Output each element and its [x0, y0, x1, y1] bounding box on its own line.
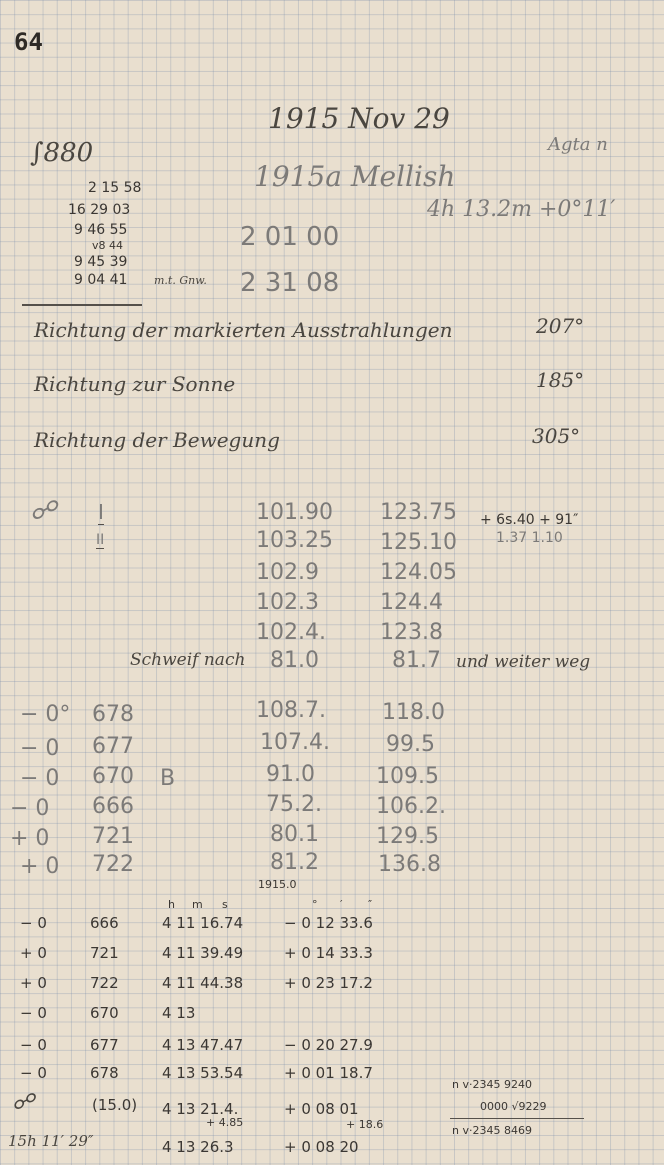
star-row-6-v2: 136.8: [378, 852, 441, 877]
star-row-6-sign: + 0: [20, 854, 60, 879]
header-degrees: °: [312, 898, 318, 911]
coord-row-6-num: 678: [90, 1064, 119, 1082]
page-number: 64: [14, 28, 43, 56]
comet-designation: 1915a Mellish: [254, 160, 456, 193]
coord-row-5-ra: 4 13 47.47: [162, 1036, 244, 1054]
measure-col2-4: 124.4: [380, 590, 443, 615]
star-row-3-extra: B: [160, 766, 176, 791]
observation-date: 1915 Nov 29: [268, 102, 450, 135]
time-entry-6: 9 04 41: [74, 272, 128, 288]
log-line-1: n v·2345 9240: [452, 1078, 532, 1091]
epoch-label: 1915.0: [258, 878, 297, 891]
star-row-5-num: 721: [92, 824, 134, 849]
measure-col2-2: 125.10: [380, 530, 457, 555]
coord-row-1-num: 666: [90, 914, 119, 932]
coord-row-2-num: 721: [90, 944, 119, 962]
direction-label-1: Richtung der markierten Ausstrahlungen: [34, 318, 453, 342]
star-row-3-sign: − 0: [20, 766, 60, 791]
coord-row-4-ra: 4 13: [162, 1004, 196, 1022]
direction-value-2: 185°: [536, 368, 585, 392]
final-dec: + 0 08 01: [284, 1100, 359, 1118]
coord-row-5-num: 677: [90, 1036, 119, 1054]
direction-value-1: 207°: [536, 314, 585, 338]
coord-row-5-dec: − 0 20 27.9: [284, 1036, 373, 1054]
header-hours: h: [168, 898, 175, 911]
star-row-4-v1: 75.2.: [266, 792, 322, 817]
coord-row-6-dec: + 0 01 18.7: [284, 1064, 373, 1082]
header-arcsec: ″: [368, 898, 373, 911]
star-row-2-num: 677: [92, 734, 134, 759]
coord-row-4-num: 670: [90, 1004, 119, 1022]
final-ra-2: 4 13 26.3: [162, 1138, 234, 1156]
right-margin-note: Agta n: [548, 134, 608, 155]
measure-col1-2: 103.25: [256, 528, 333, 553]
roman-one: I: [98, 500, 104, 524]
star-row-1-v2: 118.0: [382, 700, 445, 725]
margin-number: ∫880: [30, 138, 94, 168]
comet-symbol: ☍: [30, 496, 57, 526]
coord-row-6-sign: − 0: [20, 1064, 47, 1082]
schweif-label: Schweif nach: [130, 650, 246, 670]
star-row-4-v2: 106.2.: [376, 794, 446, 819]
final-comet-symbol: ☍: [12, 1090, 35, 1115]
coord-row-1-dec: − 0 12 33.6: [284, 914, 373, 932]
coord-row-3-sign: + 0: [20, 974, 47, 992]
coord-row-4-sign: − 0: [20, 1004, 47, 1022]
star-row-1-sign: − 0°: [20, 702, 71, 727]
star-row-3-v1: 91.0: [266, 762, 315, 787]
comet-position: 4h 13.2m +0°11′: [427, 197, 616, 222]
final-ra-correction: + 4.85: [206, 1116, 244, 1129]
coord-row-5-sign: − 0: [20, 1036, 47, 1054]
coord-row-6-ra: 4 13 53.54: [162, 1064, 244, 1082]
time-entry-5: 9 45 39: [74, 254, 128, 270]
direction-label-2: Richtung zur Sonne: [34, 372, 236, 396]
measure-col1-4: 102.3: [256, 590, 319, 615]
star-row-4-sign: − 0: [10, 796, 50, 821]
section-divider: [22, 304, 142, 306]
coord-row-3-ra: 4 11 44.38: [162, 974, 244, 992]
header-seconds: s: [222, 898, 228, 911]
star-row-3-v2: 109.5: [376, 764, 439, 789]
time-entry-1: 2 15 58: [88, 180, 142, 196]
time-entry-3: 9 46 55: [74, 222, 128, 238]
star-row-5-v2: 129.5: [376, 824, 439, 849]
star-row-2-v1: 107.4.: [260, 730, 330, 755]
time-entry-2: 16 29 03: [68, 202, 131, 218]
coord-row-1-sign: − 0: [20, 914, 47, 932]
star-row-2-sign: − 0: [20, 736, 60, 761]
log-underline: [450, 1118, 584, 1119]
coord-row-3-num: 722: [90, 974, 119, 992]
star-row-5-v1: 80.1: [270, 822, 319, 847]
header-minutes: m: [192, 898, 203, 911]
star-row-6-v1: 81.2: [270, 850, 319, 875]
measure-col2-3: 124.05: [380, 560, 457, 585]
star-row-6-num: 722: [92, 852, 134, 877]
final-dec-correction: + 18.6: [346, 1118, 384, 1131]
star-row-1-v1: 108.7.: [256, 698, 326, 723]
measure-side-2: 1.37 1.10: [496, 530, 563, 546]
center-time-2: 2 31 08: [240, 268, 340, 298]
coord-row-2-dec: + 0 14 33.3: [284, 944, 373, 962]
log-line-2: 0000 √9229: [480, 1100, 547, 1113]
measure-col2-5: 123.8: [380, 620, 443, 645]
schweif-note: und weiter weg: [456, 652, 591, 672]
measure-col2-1: 123.75: [380, 500, 457, 525]
header-arcmin: ′: [340, 898, 343, 911]
star-row-5-sign: + 0: [10, 826, 50, 851]
star-row-1-num: 678: [92, 702, 134, 727]
schweif-value-2: 81.7: [392, 648, 441, 673]
star-row-4-num: 666: [92, 794, 134, 819]
time-suffix: m.t. Gnw.: [154, 274, 207, 287]
coord-row-1-ra: 4 11 16.74: [162, 914, 244, 932]
measure-col1-3: 102.9: [256, 560, 319, 585]
star-row-3-num: 670: [92, 764, 134, 789]
final-left-note: 15h 11′ 29″: [8, 1132, 94, 1150]
measure-col1-5: 102.4.: [256, 620, 326, 645]
final-dec-2: + 0 08 20: [284, 1138, 359, 1156]
log-line-3: n v·2345 8469: [452, 1124, 532, 1137]
direction-value-3: 305°: [532, 424, 581, 448]
roman-two: II: [96, 532, 105, 548]
coord-row-2-sign: + 0: [20, 944, 47, 962]
schweif-value-1: 81.0: [270, 648, 319, 673]
final-ra: 4 13 21.4.: [162, 1100, 239, 1118]
measure-col1-1: 101.90: [256, 500, 333, 525]
star-row-2-v2: 99.5: [386, 732, 435, 757]
direction-label-3: Richtung der Bewegung: [34, 428, 280, 452]
time-entry-4: v8 44: [92, 239, 124, 252]
coord-row-3-dec: + 0 23 17.2: [284, 974, 373, 992]
coord-row-2-ra: 4 11 39.49: [162, 944, 244, 962]
final-paren: (15.0): [92, 1096, 138, 1114]
measure-side-1: + 6s.40 + 91″: [480, 512, 579, 528]
center-time-1: 2 01 00: [240, 222, 340, 252]
